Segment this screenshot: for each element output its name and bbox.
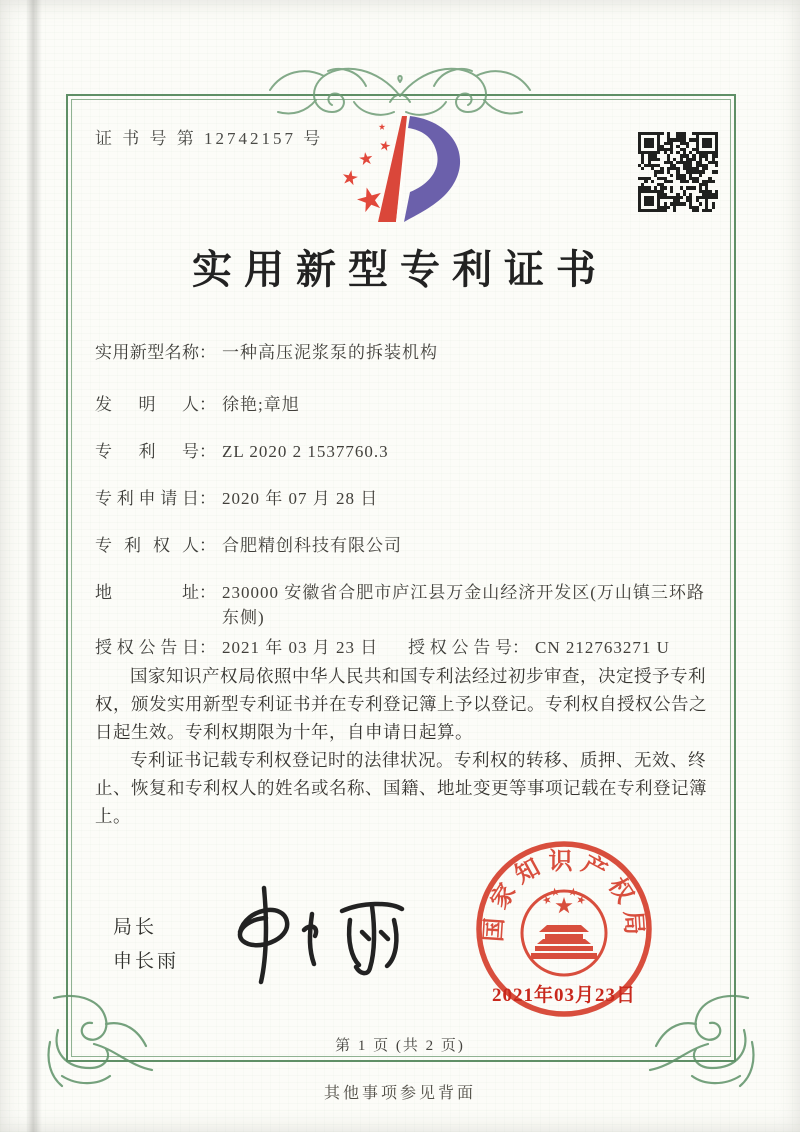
field-label: 地址 xyxy=(95,583,199,602)
field-label: 专利号 xyxy=(95,442,199,461)
field-label: 授权公告号 xyxy=(408,638,512,657)
field-value: 合肥精创科技有限公司 xyxy=(222,536,402,555)
certificate-title: 实用新型专利证书 xyxy=(192,247,608,292)
field-value: CN 212763271 U xyxy=(535,638,670,657)
handwritten-signature-icon xyxy=(212,878,417,996)
cnipa-logo-icon xyxy=(330,106,480,228)
field-value: 2020 年 07 月 28 日 xyxy=(222,489,379,508)
field-label: 专利申请日 xyxy=(95,489,199,508)
officer-title: 局长 xyxy=(113,917,158,938)
field-row-address xyxy=(95,580,713,630)
field-value: ZL 2020 2 1537760.3 xyxy=(222,442,389,461)
field-value: 230000 安徽省合肥市庐江县万金山经济开发区(万山镇三环路东侧) xyxy=(222,583,705,627)
field-label: 实用新型名称 xyxy=(95,343,199,362)
field-value: 一种高压泥浆泵的拆装机构 xyxy=(222,343,438,362)
field-value: 徐艳;章旭 xyxy=(222,395,300,414)
qr-code xyxy=(638,132,718,212)
field-colon: ： xyxy=(199,442,216,461)
field-colon: ： xyxy=(199,343,216,362)
field-colon: ： xyxy=(512,638,529,657)
seal-date: 2021年03月23日 xyxy=(491,985,636,1006)
field-row-filing-date xyxy=(95,486,378,511)
field-value: 2021 年 03 月 23 日 xyxy=(222,638,379,657)
back-side-note: 其他事项参见背面 xyxy=(323,1085,476,1102)
legal-paragraph-2: 专利证书记载专利权登记时的法律状况。专利权的转移、质押、无效、终止、恢复和专利权人的姓名或名称、国籍、地址变更等事项记载在专利登记簿上。 xyxy=(95,750,707,826)
legal-text xyxy=(95,662,711,830)
field-label: 授权公告日 xyxy=(95,638,199,657)
field-label: 发明人 xyxy=(95,395,199,414)
field-row-grant-date xyxy=(95,635,378,660)
field-row-patent-number xyxy=(95,439,389,464)
officer-name: 申长雨 xyxy=(113,951,180,972)
field-colon: ： xyxy=(199,638,216,657)
field-colon: ： xyxy=(199,395,216,414)
page-number: 第 1 页 (共 2 页) xyxy=(335,1038,465,1054)
seal-ring-text: 国家知识产权局 xyxy=(481,848,647,943)
field-colon: ： xyxy=(199,536,216,555)
field-row-grant-number xyxy=(408,635,670,660)
field-colon: ： xyxy=(199,489,216,508)
field-row-patentee xyxy=(95,533,402,558)
field-row-name xyxy=(95,340,438,365)
certificate-number: 证 书 号 第 12742157 号 xyxy=(95,129,324,148)
field-row-inventor xyxy=(95,392,300,417)
field-colon: ： xyxy=(199,583,216,602)
field-label: 专利权人 xyxy=(95,536,199,555)
legal-paragraph-1: 国家知识产权局依照中华人民共和国专利法经过初步审查，决定授予专利权，颁发实用新型专利证书并在专利登记簿上予以登记。专利权自授权公告之日起生效。专利权期限为十年，自申请日起算。 xyxy=(95,666,707,742)
